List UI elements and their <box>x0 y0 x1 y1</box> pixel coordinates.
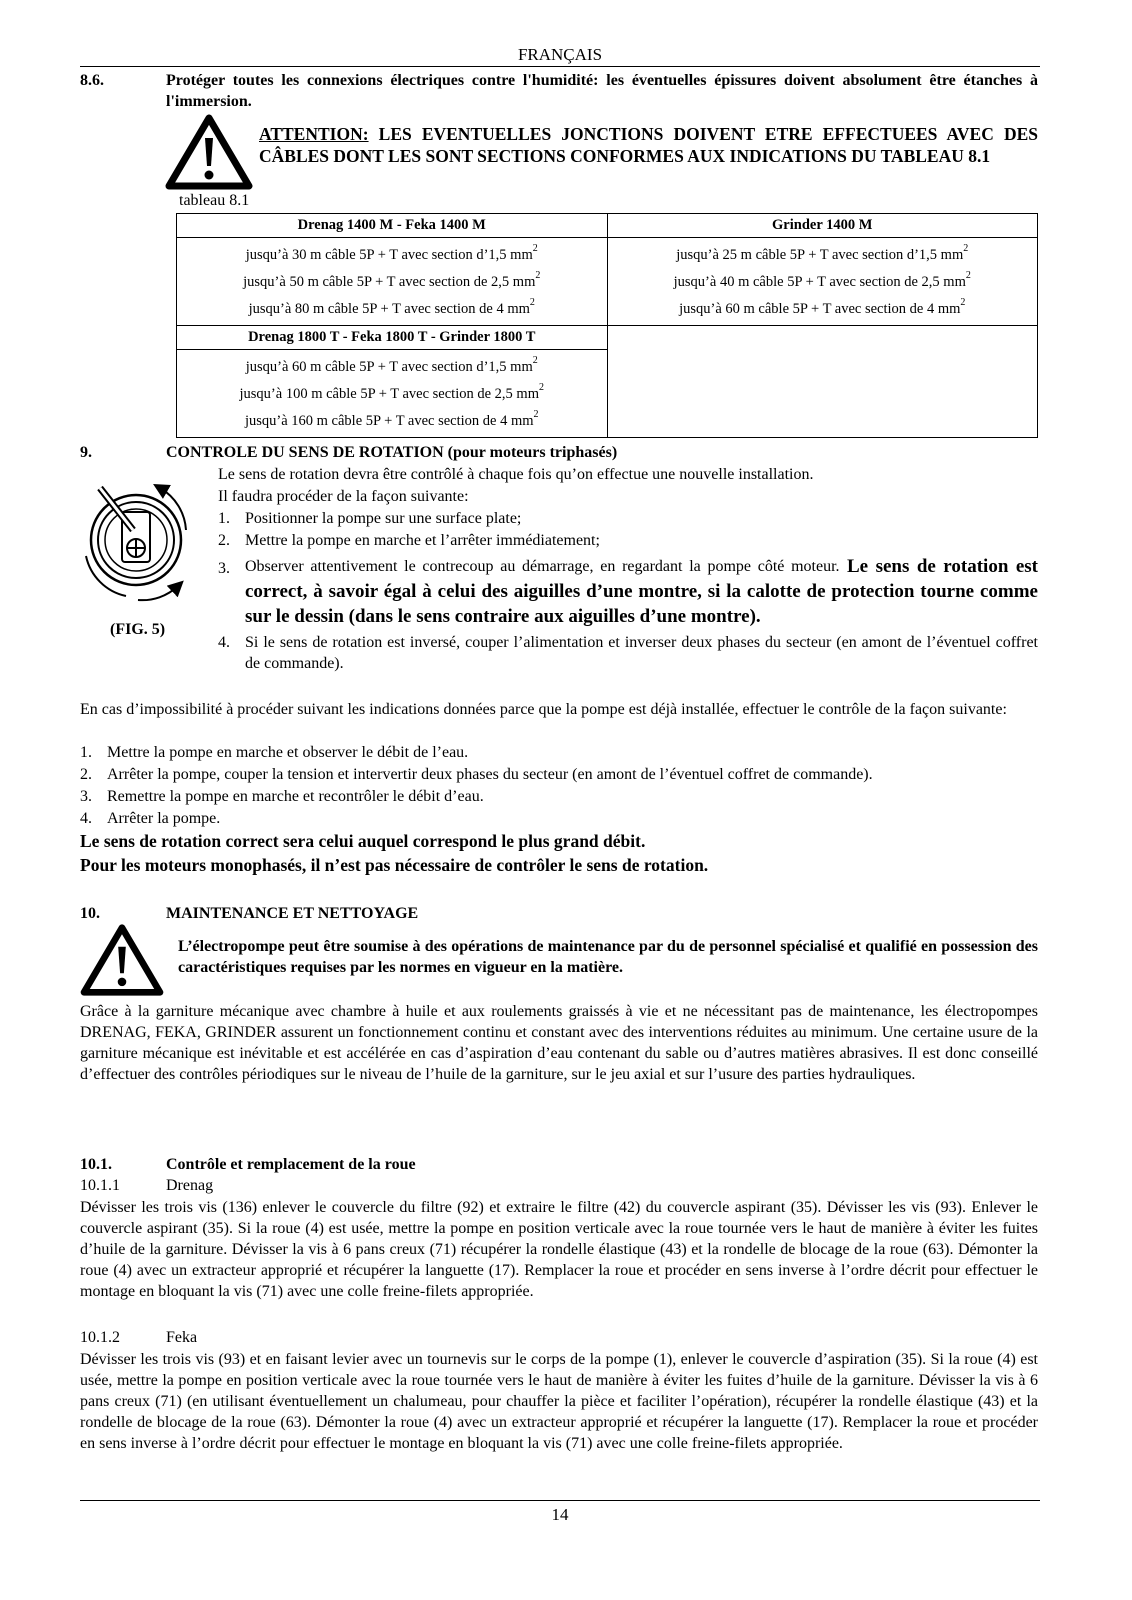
section-10-1-2-title: Feka <box>166 1329 198 1346</box>
table-header-1800t: Drenag 1800 T - Feka 1800 T - Grinder 1800 T <box>177 326 608 350</box>
conclusion-correct-rotation: Le sens de rotation correct sera celui auquel correspond le plus grand débit. <box>80 831 646 851</box>
section-10-title: MAINTENANCE ET NETTOYAGE <box>166 905 419 922</box>
list-item: 2. Arrêter la pompe, couper la tension et intervertir deux phases du secteur (en amont de l’éventuel coffret de commande). <box>80 766 873 783</box>
table-cell-1800t-rows <box>177 350 608 438</box>
section-10-1-number: 10.1. <box>80 1156 112 1173</box>
maintenance-body: Grâce à la garniture mécanique avec chambre à huile et aux roulements graissés à vie et ne nécessitant pas de maintenance, les électropompes DRENAG, FEKA, GRINDER assurent un fonctionnement continu et constant avec des interventions réduites au minimum. Une certaine usure de la garniture mécanique est inévitable et est accélérée en cas d’aspiration d’eau contenant du sable ou d’autres matières abrasives. Il est donc conseillé d’effectuer des contrôles périodiques sur le niveau de l’huile de la garniture, sur le jeu axial et sur l’usure des parties hydrauliques. <box>80 1003 1038 1083</box>
rotation-direction-note: Le sens de rotation est correct, à savoir égal à celui des aiguilles d’une montre, si la calotte de protection tourne comme sur le dessin (dans le sens contraire aux aiguilles d’une montre). <box>245 556 1039 627</box>
table-row: jusqu’à 25 m câble 5P + T avec section d’1,5 $mm^2$ <box>676 243 969 263</box>
section-9-steps <box>218 508 1038 674</box>
section-8-6-number: 8.6. <box>80 72 104 89</box>
table-row: jusqu’à 60 m câble 5P + T avec section de 4 $mm^2$ <box>679 297 966 317</box>
pump-rotation-diagram-icon <box>78 468 208 618</box>
table-cell-grinder-rows <box>607 238 1038 326</box>
table-header-drenag-feka-1400: Drenag 1400 M - Feka 1400 M <box>177 214 608 238</box>
section-10-1-2-number: 10.1.2 <box>80 1329 120 1346</box>
table-row: jusqu’à 40 m câble 5P + T avec section de 2,5 $mm^2$ <box>673 270 971 290</box>
maintenance-warning: L’électropompe peut être soumise à des opérations de maintenance par du de personnel spécialisé et qualifié en possession des caractéristiques requises par les normes en vigueur en la matière. <box>178 938 1038 976</box>
footer-rule <box>80 1500 1040 1501</box>
drenag-procedure: Dévisser les trois vis (136) enlever le couvercle du filtre (92) et extraire le filtre (42) du couvercle aspirant (35). Dévisser les vis (93). Enlever le couvercle aspirant (35). Si la roue (4) est usée, mettre la pompe en position verticale avec la roue tournée vers le haut de manière à éviter les fuites d’huile de la garniture. Dévisser la vis à 6 pans creux (71) récupérer la rondelle élastique (43) et la rondelle de blocage de la roue (63). Démonter la roue (4) avec un extracteur approprié et récupérer la languette (17). Remplacer la roue et procéder en sens inverse à l’ordre décrit pour effectuer le montage en bloquant la vis (71) avec une colle freine-filets appropriée. <box>80 1199 1038 1300</box>
section-9-intro-1: Le sens de rotation devra être contrôlé à chaque fois qu’on effectue une nouvelle installation. <box>218 466 814 483</box>
figure-5-label: (FIG. 5) <box>110 621 166 638</box>
warning-triangle-icon <box>76 922 168 998</box>
section-10-1-title: Contrôle et remplacement de la roue <box>166 1156 416 1173</box>
section-9-title: CONTROLE DU SENS DE ROTATION (pour moteurs triphasés) <box>166 444 618 461</box>
list-item: 4. Arrêter la pompe. <box>80 810 221 827</box>
list-item: 3. Remettre la pompe en marche et recontrôler le débit d’eau. <box>80 788 484 805</box>
page-header-language: FRANÇAIS <box>517 45 603 64</box>
attention-notice <box>259 123 1038 167</box>
alternative-steps <box>80 742 1038 830</box>
list-item: 3. Observer attentivement le contrecoup au démarrage, en regardant la pompe côté moteur. Le sens de rotation est correct, à savoir égal à celui des aiguilles d’une montre, si la calotte de protection tourne comme sur le dessin (dans le sens contraire aux aiguilles d’une montre). <box>218 556 1039 627</box>
table-cell-1400m-rows <box>177 238 608 326</box>
table-caption: tableau 8.1 <box>179 192 250 209</box>
conclusion-single-phase: Pour les moteurs monophasés, il n’est pas nécessaire de contrôler le sens de rotation. <box>80 855 709 875</box>
list-item: 2. Mettre la pompe en marche et l’arrêter immédiatement; <box>218 532 600 549</box>
table-row: jusqu’à 60 m câble 5P + T avec section d’1,5 $mm^2$ <box>245 355 538 375</box>
list-item: 1. Mettre la pompe en marche et observer le débit de l’eau. <box>80 744 469 761</box>
section-10-1-1-title: Drenag <box>166 1177 214 1194</box>
section-10-number: 10. <box>80 905 100 922</box>
cable-section-table <box>176 213 1038 438</box>
table-empty-cell <box>607 326 1038 438</box>
section-9-number: 9. <box>80 444 92 461</box>
table-header-grinder-1400: Grinder 1400 M <box>607 214 1038 238</box>
page-number: 14 <box>551 1505 569 1524</box>
warning-triangle-icon <box>163 112 255 192</box>
table-row: jusqu’à 50 m câble 5P + T avec section de 2,5 $mm^2$ <box>243 270 541 290</box>
feka-procedure: Dévisser les trois vis (93) et en faisant levier avec un tournevis sur le corps de la pompe (1), enlever le couvercle d’aspiration (35). Si la roue (4) est usée, mettre la pompe en position verticale avec la roue tournée vers le haut de manière à éviter les fuites d’huile de la garniture. Dévisser la vis à 6 pans creux (71) (en utilisant éventuellement un chalumeau, pour chauffer la pièce et faciliter l’opération), récupérer la rondelle élastique (43) et la rondelle de blocage de la roue (63). Démonter la roue (4) avec un extracteur approprié et récupérer la languette (17). Remplacer la roue et procéder en sens inverse à l’ordre décrit pour effectuer le montage en bloquant la vis (71) avec une colle freine-filets appropriée. <box>80 1351 1038 1452</box>
attention-text: LES EVENTUELLES JONCTIONS DOIVENT ETRE EFFECTUEES AVEC DES CÂBLES DONT LES SONT SECTIONS CONFORMES AUX INDICATIONS DU TABLEAU 8.1 <box>259 124 1038 166</box>
section-10-1-1-number: 10.1.1 <box>80 1177 120 1194</box>
table-row: jusqu’à 100 m câble 5P + T avec section de 2,5 $mm^2$ <box>239 382 544 402</box>
table-row: jusqu’à 30 m câble 5P + T avec section d’1,5 $mm^2$ <box>245 243 538 263</box>
attention-label: ATTENTION: <box>259 124 369 144</box>
table-row: jusqu’à 80 m câble 5P + T avec section de 4 $mm^2$ <box>248 297 535 317</box>
header-rule <box>80 66 1040 67</box>
list-item: 1. Positionner la pompe sur une surface plate; <box>218 510 522 527</box>
section-9-intro-2: Il faudra procéder de la façon suivante: <box>218 488 469 505</box>
list-item: 4. Si le sens de rotation est inversé, couper l’alimentation et inverser deux phases du secteur (en amont de l’éventuel coffret de commande). <box>218 634 1038 672</box>
alternative-procedure-intro: En cas d’impossibilité à procéder suivant les indications données parce que la pompe est déjà installée, effectuer le contrôle de la façon suivante: <box>80 701 1007 718</box>
section-8-6-text: Protéger toutes les connexions électriques contre l'humidité: les éventuelles épissures doivent absolument être étanches à l'immersion. <box>166 72 1038 110</box>
table-row: jusqu’à 160 m câble 5P + T avec section de 4 $mm^2$ <box>244 409 539 429</box>
